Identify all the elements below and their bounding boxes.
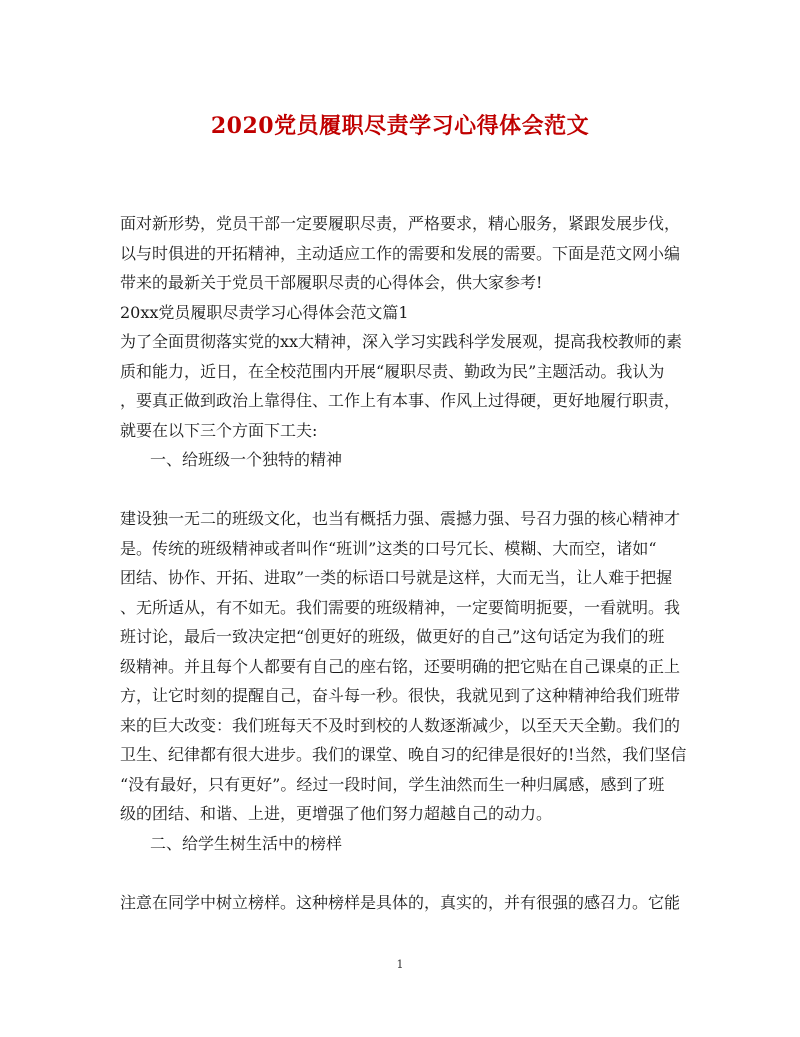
paragraph-line: 方，让它时刻的提醒自己，奋斗每一秒。很快，我就见到了这种精神给我们班带: [120, 686, 681, 705]
paragraph-line: 卫生、纪律都有很大进步。我们的课堂、晚自习的纪律是很好的!当然，我们坚信: [120, 745, 687, 764]
blank-line: [120, 475, 680, 505]
section-heading: 一、给班级一个独特的精神: [150, 450, 343, 469]
page-number: 1: [396, 958, 404, 971]
paragraph-line: 建设独一无二的班级文化，也当有概括力强、震撼力强、号召力强的核心精神才: [120, 509, 681, 528]
intro-line: 以与时俱进的开拓精神，主动适应工作的需要和发展的需要。下面是范文网小编: [120, 243, 681, 263]
section-heading: 二、给学生树生活中的榜样: [150, 833, 343, 853]
section-subtitle: 20xx党员履职尽责学习心得体会范文篇1: [120, 302, 409, 322]
paragraph-line: 级精神。并且每个人都要有自己的座右铭，还要明确的把它贴在自己课桌的正上: [120, 656, 681, 676]
intro-line: 带来的最新关于党员干部履职尽责的心得体会，供大家参考!: [120, 273, 543, 292]
paragraph-line: ，要真正做到政治上靠得住、工作上有本事、作风上过得硬，更好地履行职责，: [120, 391, 681, 410]
paragraph-line: 就要在以下三个方面下工夫:: [120, 420, 318, 440]
paragraph-line: 来的巨大改变：我们班每天不及时到校的人数逐渐减少，以至天天全勤。我们的: [120, 715, 681, 735]
paragraph-line: 为了全面贯彻落实党的xx大精神，深入学习实践科学发展观，提高我校教师的素: [120, 332, 683, 351]
paragraph-line: 是。传统的班级精神或者叫作“班训”这类的口号冗长、模糊、大而空，诸如“: [120, 538, 657, 558]
document-title: 2020党员履职尽责学习心得体会范文: [210, 113, 590, 139]
paragraph-line: 级的团结、和谐、上进，更增强了他们努力超越自己的动力。: [120, 804, 553, 823]
paragraph-line: 班讨论，最后一致决定把“创更好的班级，做更好的自己”这句话定为我们的班: [120, 627, 665, 646]
paragraph-line: 团结、协作、开拓、进取”一类的标语口号就是这样，大而无当，让人难于把握: [120, 568, 673, 587]
paragraph-line: “没有最好，只有更好”。经过一段时间，学生油然而生一种归属感，感到了班: [120, 774, 665, 794]
blank-line: [120, 858, 680, 888]
paragraph-line: 质和能力，近日，在全校范围内开展“履职尽责、勤政为民”主题活动。我认为: [120, 361, 665, 381]
intro-line: 面对新形势，党员干部一定要履职尽责，严格要求，精心服务，紧跟发展步伐，: [120, 214, 681, 233]
paragraph-line: 注意在同学中树立榜样。这种榜样是具体的，真实的，并有很强的感召力。它能: [120, 892, 681, 912]
paragraph-line: 、无所适从，有不如无。我们需要的班级精神，一定要简明扼要，一看就明。我: [120, 597, 681, 617]
document-body: [120, 209, 687, 917]
